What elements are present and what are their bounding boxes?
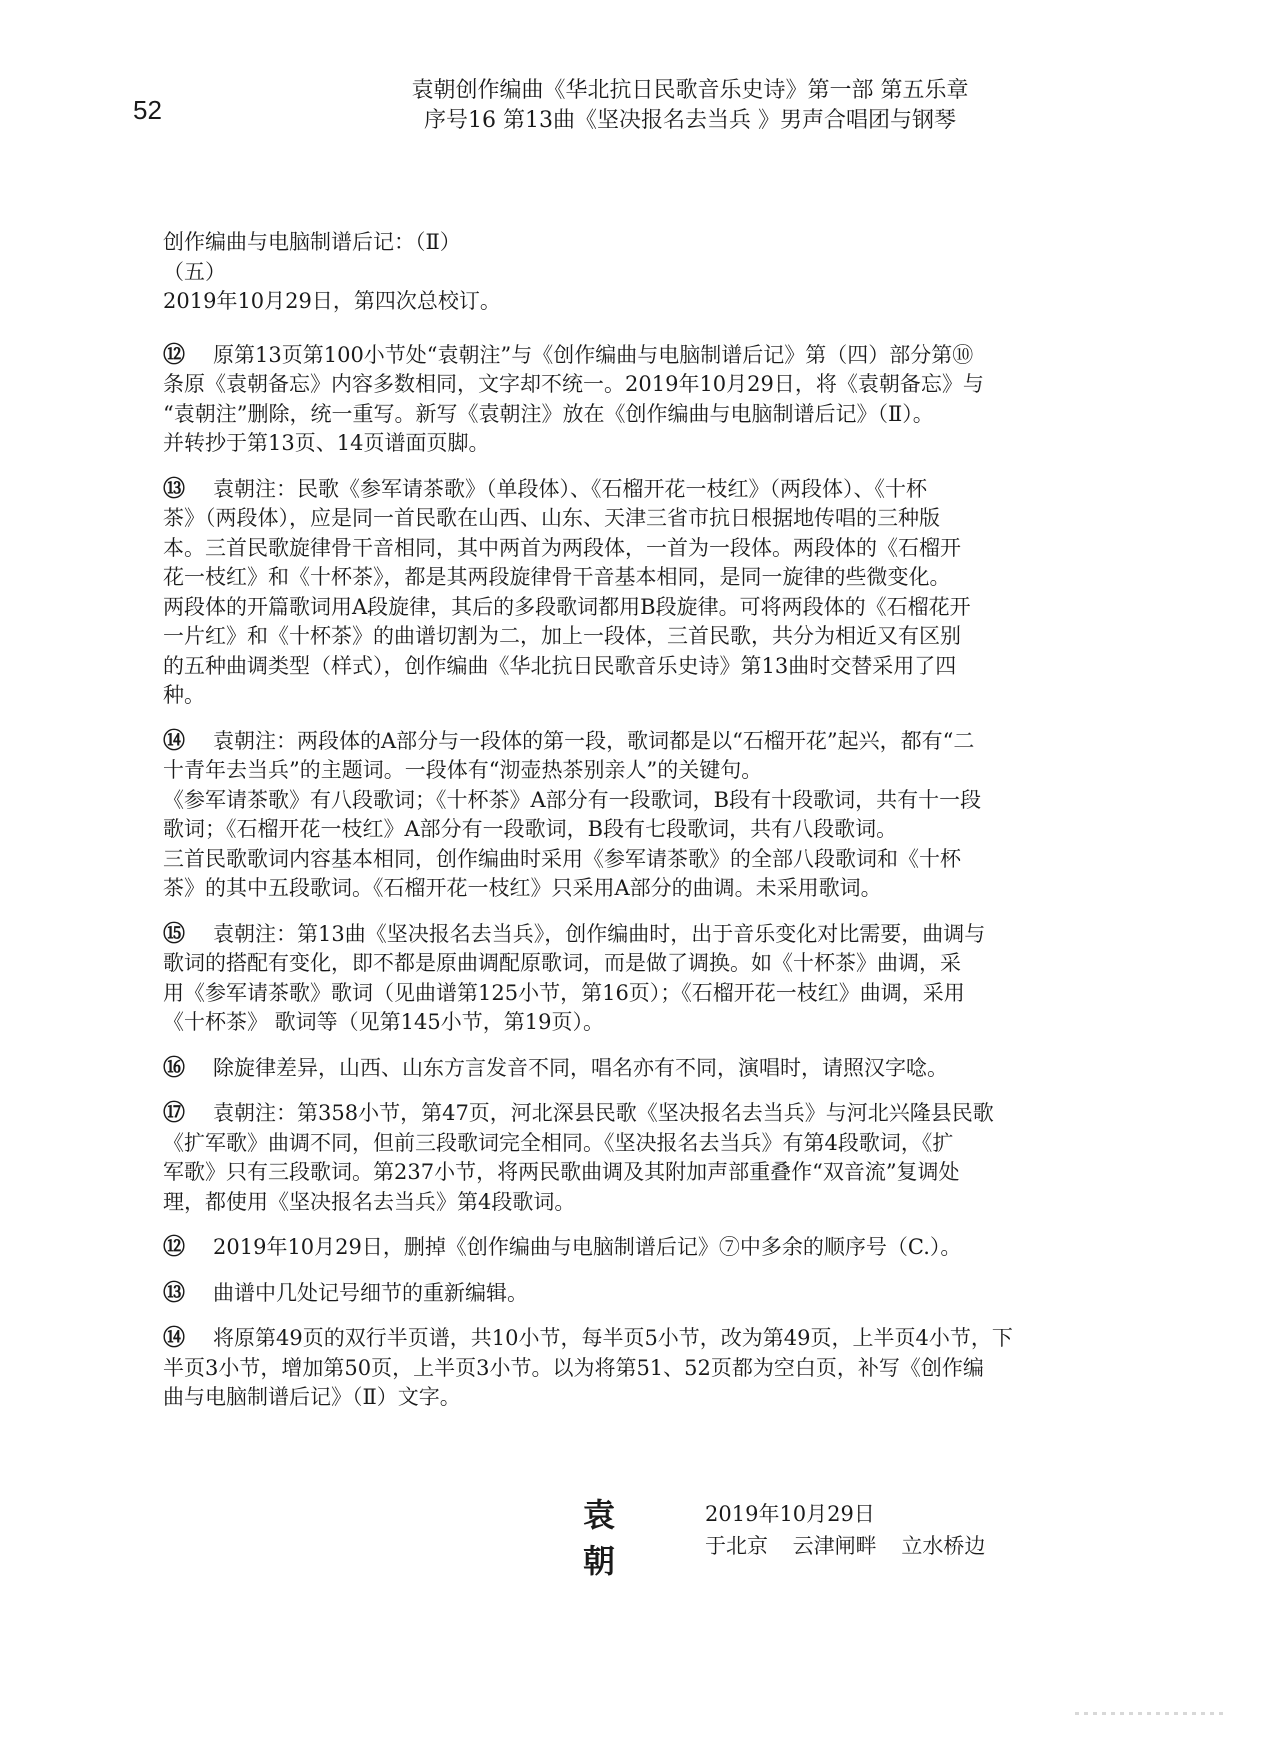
note-line xyxy=(163,727,1128,757)
page-number: 52 xyxy=(133,95,162,125)
note-line xyxy=(163,1129,1128,1159)
note-number-marker: ⑬ xyxy=(163,1280,186,1306)
signature-date: 2019年10月29日 xyxy=(705,1502,875,1526)
note-line xyxy=(163,815,1128,845)
note-item xyxy=(163,920,1128,1038)
note-item xyxy=(163,1099,1128,1217)
note-line xyxy=(163,949,1128,979)
note-item xyxy=(163,727,1128,904)
note-item xyxy=(163,475,1128,711)
note-line xyxy=(163,920,1128,950)
note-text: 袁朝注：民歌《参军请茶歌》（单段体）、《石榴开花一枝红》（两段体）、《十杯 xyxy=(213,476,927,501)
note-line xyxy=(163,429,1128,459)
intro xyxy=(163,228,1128,317)
note-number-marker: ⑮ xyxy=(163,921,186,947)
note-text: 十青年去当兵”的主题词。一段体有“沏壶热茶别亲人”的关键句。 xyxy=(163,758,763,782)
note-line xyxy=(163,370,1128,400)
note-item xyxy=(163,1279,1128,1309)
note-text: 曲谱中几处记号细节的重新编辑。 xyxy=(213,1280,528,1305)
note-item xyxy=(163,1233,1128,1263)
note-text: “袁朝注”删除，统一重写。新写《袁朝注》放在《创作编曲与电脑制谱后记》（Ⅱ）。 xyxy=(163,401,934,426)
section-number: （五） xyxy=(163,259,226,284)
header-line-1: 袁朝创作编曲《华北抗日民歌音乐史诗》第一部 第五乐章 xyxy=(411,78,969,103)
note-line xyxy=(163,1279,1128,1309)
note-line xyxy=(163,475,1128,505)
note-item xyxy=(163,1324,1128,1413)
note-line xyxy=(163,681,1128,711)
scan-watermark xyxy=(1075,1712,1225,1715)
document-body xyxy=(163,228,1128,1413)
note-text: 用《参军请茶歌》歌词（见曲谱第125小节，第16页）；《石榴开花一枝红》曲调，采用 xyxy=(163,980,965,1005)
note-text: 茶》（两段体），应是同一首民歌在山西、山东、天津三省市抗日根据地传唱的三种版 xyxy=(163,506,940,530)
note-text: 《扩军歌》曲调不同，但前三段歌词完全相同。《坚决报名去当兵》有第4段歌词，《扩 xyxy=(163,1130,954,1155)
afterword-title: 创作编曲与电脑制谱后记：（Ⅱ） xyxy=(163,230,461,254)
note-line xyxy=(163,1008,1128,1038)
note-text: 条原《袁朝备忘》内容多数相同，文字却不统一。2019年10月29日，将《袁朝备忘》与 xyxy=(163,372,984,396)
note-text: 两段体的开篇歌词用A段旋律，其后的多段歌词都用B段旋律。可将两段体的《石榴花开 xyxy=(163,594,971,619)
note-text: 将原第49页的双行半页谱，共10小节，每半页5小节，改为第49页，上半页4小节，下 xyxy=(213,1326,1013,1350)
note-item xyxy=(163,341,1128,459)
note-line xyxy=(163,756,1128,786)
note-line xyxy=(163,593,1128,623)
note-text: 袁朝注：第358小节，第47页，河北深县民歌《坚决报名去当兵》与河北兴隆县民歌 xyxy=(213,1101,994,1125)
note-line xyxy=(163,786,1128,816)
note-line xyxy=(163,400,1128,430)
note-text: 的五种曲调类型（样式），创作编曲《华北抗日民歌音乐史诗》第13曲时交替采用了四 xyxy=(163,653,957,678)
note-text: 曲与电脑制谱后记》（Ⅱ）文字。 xyxy=(163,1385,461,1409)
note-text: 除旋律差异，山西、山东方言发音不同，唱名亦有不同，演唱时，请照汉字唸。 xyxy=(213,1055,948,1080)
note-line xyxy=(163,845,1128,875)
revision-date: 2019年10月29日，第四次总校订。 xyxy=(163,289,501,313)
note-number-marker: ⑯ xyxy=(163,1055,186,1081)
note-line xyxy=(163,1354,1128,1384)
note-number-marker: ⑰ xyxy=(163,1101,186,1126)
note-line xyxy=(163,1383,1128,1413)
note-number-marker: ⑫ xyxy=(163,1235,186,1260)
header-line-2: 序号16 第13曲《坚决报名去当兵 》男声合唱团与钢琴 xyxy=(424,108,956,133)
note-text: 一片红》和《十杯茶》的曲谱切割为二，加上一段体，三首民歌，共分为相近又有区别 xyxy=(163,624,961,648)
note-text: 种。 xyxy=(163,683,205,707)
note-text: 花一枝红》和《十杯茶》，都是其两段旋律骨干音基本相同，是同一旋律的些微变化。 xyxy=(163,565,951,589)
note-text: 茶》的其中五段歌词。《石榴开花一枝红》只采用A部分的曲调。未采用歌词。 xyxy=(163,876,882,900)
note-number-marker: ⑭ xyxy=(163,728,186,754)
notes-list xyxy=(163,341,1128,1413)
note-text: 2019年10月29日，删掉《创作编曲与电脑制谱后记》⑦中多余的顺序号（C.）。 xyxy=(213,1235,962,1259)
note-line xyxy=(163,504,1128,534)
note-line xyxy=(163,341,1128,371)
note-line xyxy=(163,979,1128,1009)
note-number-marker: ⑭ xyxy=(163,1326,186,1351)
note-text: 本。三首民歌旋律骨干音相同，其中两首为两段体，一首为一段体。两段体的《石榴开 xyxy=(163,535,961,560)
note-text: 半页3小节，增加第50页，上半页3小节。以为将第51、52页都为空白页，补写《创作编 xyxy=(163,1355,984,1380)
note-text: 原第13页第100小节处“袁朝注”与《创作编曲与电脑制谱后记》第（四）部分第⑩ xyxy=(213,342,974,367)
note-line xyxy=(163,1324,1128,1354)
note-line xyxy=(163,534,1128,564)
note-line xyxy=(163,1054,1128,1084)
note-line xyxy=(163,1158,1128,1188)
note-text: 歌词；《石榴开花一枝红》A部分有一段歌词，B段有七段歌词，共有八段歌词。 xyxy=(163,817,898,841)
note-item xyxy=(163,1054,1128,1084)
note-text: 袁朝注：第13曲《坚决报名去当兵》，创作编曲时，出于音乐变化对比需要，曲调与 xyxy=(213,921,986,946)
note-text: 三首民歌歌词内容基本相同，创作编曲时采用《参军请茶歌》的全部八段歌词和《十杯 xyxy=(163,846,961,871)
note-text: 歌词的搭配有变化，即不都是原曲调配原歌词，而是做了调换。如《十杯茶》曲调，采 xyxy=(163,951,961,975)
note-text: 并转抄于第13页、14页谱面页脚。 xyxy=(163,431,490,455)
note-line xyxy=(163,652,1128,682)
note-text: 理，都使用《坚决报名去当兵》第4段歌词。 xyxy=(163,1189,576,1214)
note-text: 《参军请茶歌》有八段歌词；《十杯茶》A部分有一段歌词，B段有十段歌词，共有十一段 xyxy=(163,787,982,812)
note-line xyxy=(163,1099,1128,1129)
note-line xyxy=(163,874,1128,904)
note-text: 军歌》只有三段歌词。第237小节，将两民歌曲调及其附加声部重叠作“双音流”复调处 xyxy=(163,1160,960,1184)
note-text: 袁朝注：两段体的A部分与一段体的第一段，歌词都是以“石榴开花”起兴，都有“二 xyxy=(213,728,975,753)
author-signature: 袁朝 xyxy=(583,1496,618,1580)
note-line xyxy=(163,1233,1128,1263)
signature-place: 于北京 云津闸畔 立水桥边 xyxy=(705,1534,986,1558)
note-number-marker: ⑫ xyxy=(163,342,186,368)
note-line xyxy=(163,563,1128,593)
note-line xyxy=(163,1188,1128,1218)
note-line xyxy=(163,622,1128,652)
note-number-marker: ⑬ xyxy=(163,476,186,502)
page-header xyxy=(360,76,1020,136)
note-text: 《十杯茶》 歌词等（见第145小节，第19页）。 xyxy=(163,1010,604,1034)
